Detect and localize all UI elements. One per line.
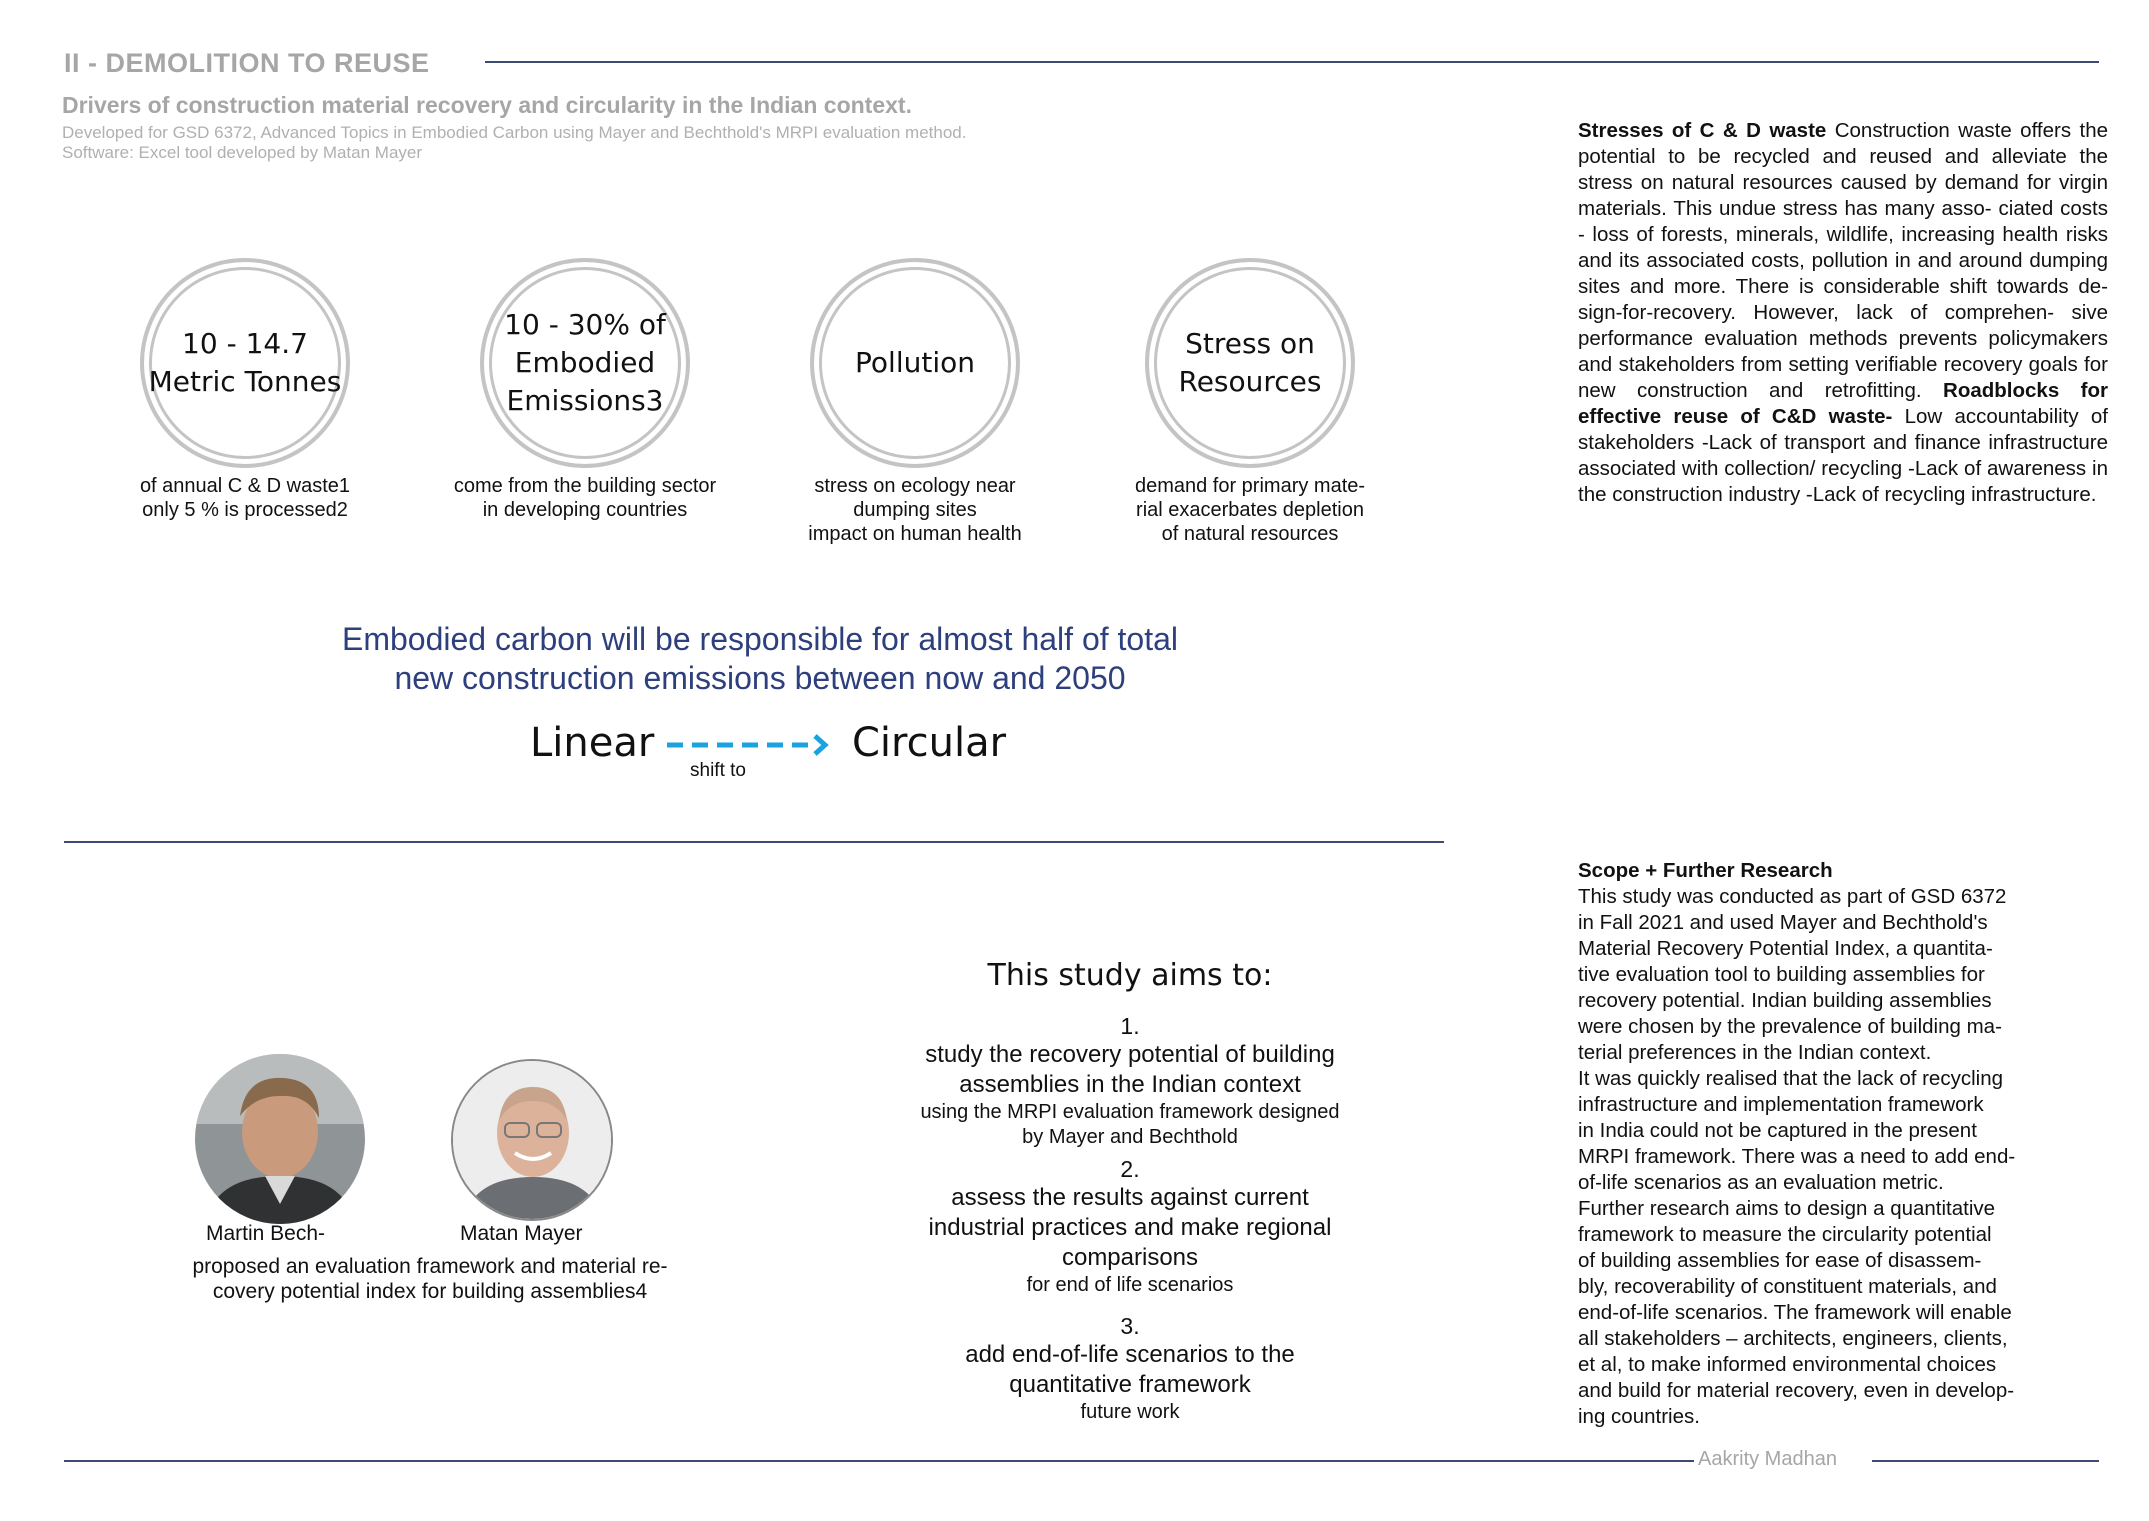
footer-divider <box>1872 1460 2099 1462</box>
stat-caption: demand for primary mate- rial exacerbates depletion of natural resources <box>1134 475 1366 545</box>
name-martin-bechthold: Martin Bech- <box>206 1222 326 1245</box>
avatar-martin-bechthold <box>195 1054 365 1224</box>
stat-ring <box>1145 258 1355 468</box>
stat-ring <box>140 258 350 468</box>
aim-sub-text: for end of life scenarios <box>1026 1274 1234 1296</box>
stat-ring <box>810 258 1020 468</box>
scope-text-block <box>1578 858 2108 1430</box>
aim-item <box>830 1312 1430 1425</box>
aim-main-text: study the recovery potential of building assemblies in the Indian context <box>925 1041 1335 1098</box>
shift-to-label: shift to <box>690 760 746 781</box>
stat-waste <box>75 258 415 522</box>
stat-ring-text: Pollution <box>855 346 975 379</box>
scope-body: This study was conducted as part of GSD 6372 in Fall 2021 and used Mayer and Bechthold's Material Recovery Potential Index, a quantita- tive evaluation tool to building assemblies for recovery potential. Indian building assemblies were chosen by the prevalence of building ma- terial preferences in the Indian context. It was quickly realised that the lack of recycling infrastructure and implementation framework in India could not be captured in the present MRPI framework. There was a need to add end- of-life scenarios as an evaluation metric. Further research aims to design a quantitative framework to measure the circularity potential of building assemblies for ease of disassem- bly, recoverability of constituent materials, and end-of-life scenarios. The framework will enable all stakeholders – architects, engineers, clients, et al, to make informed environmental choices and build for material recovery, even in develop- ing countries. <box>1578 885 2016 1428</box>
stresses-title: Stresses of C & D waste <box>1578 119 1827 142</box>
people-caption: proposed an evaluation framework and material re- covery potential index for building assemblies4 <box>192 1255 668 1303</box>
name-matan-mayer: Matan Mayer <box>460 1222 583 1245</box>
stat-pollution <box>745 258 1085 546</box>
page-subtitle: Drivers of construction material recovery and circularity in the Indian context. <box>62 92 912 118</box>
aims-heading: This study aims to: <box>987 958 1273 993</box>
stat-emissions <box>415 258 755 522</box>
stat-caption: of annual C & D waste1 only 5 % is processed2 <box>139 475 351 521</box>
stat-ring-text: Stress on Resources <box>1178 327 1322 398</box>
roadblocks-title: Roadblocks for effective reuse of C&D waste- <box>1578 379 2109 428</box>
scope-title: Scope + Further Research <box>1578 859 1833 882</box>
section-title: II - DEMOLITION TO REUSE <box>64 48 430 78</box>
aim-sub-text: using the MRPI evaluation framework designed by Mayer and Bechthold <box>920 1101 1340 1148</box>
linear-label: Linear <box>530 720 655 766</box>
stat-caption: stress on ecology near dumping sites impact on human health <box>808 475 1022 545</box>
aim-item <box>830 1155 1430 1298</box>
aim-sub-text: future work <box>1080 1401 1180 1423</box>
aim-main-text: assess the results against current industrial practices and make regional comparisons <box>928 1184 1332 1271</box>
aim-number: 3. <box>1120 1313 1140 1339</box>
footer-author: Aakrity Madhan <box>1698 1448 1837 1470</box>
circular-label: Circular <box>852 720 1007 766</box>
stat-ring <box>480 258 690 468</box>
footer-divider <box>64 1460 1694 1462</box>
stat-ring-text: 10 - 14.7 Metric Tonnes <box>148 327 342 398</box>
stresses-text-block <box>1578 118 2108 508</box>
dashed-arrow-icon <box>665 733 835 757</box>
aim-item <box>830 1012 1430 1150</box>
aim-main-text: add end-of-life scenarios to the quantitative framework <box>965 1341 1295 1398</box>
embodied-carbon-quote: Embodied carbon will be responsible for almost half of total new construction emissions between now and 2050 <box>342 621 1178 696</box>
section-divider <box>64 841 1444 843</box>
credit-line-software: Software: Excel tool developed by Matan Mayer <box>62 143 423 162</box>
stat-caption: come from the building sector in developing countries <box>453 475 717 521</box>
aim-number: 2. <box>1120 1156 1140 1182</box>
header-divider <box>485 61 2099 63</box>
avatar-matan-mayer <box>451 1059 613 1221</box>
aim-number: 1. <box>1120 1013 1140 1039</box>
roadblocks-body: Low accountability of stakeholders -Lack of transport and finance infrastructure associated with collection/ recycling -Lack of awareness in the construction industry -Lack of recycling infrastructure. <box>1578 405 2108 506</box>
credit-line-course: Developed for GSD 6372, Advanced Topics in Embodied Carbon using Mayer and Bechthold's MRPI evaluation method. <box>62 123 967 142</box>
stresses-body: Construction waste offers the potential to be recycled and reused and alleviate the stress on natural resources caused by demand for virgin materials. This undue stress has many asso- ciated costs - loss of forests, minerals, wildlife, increasing health risks and its associated costs, pollution in and around dumping sites and more. There is considerable shift towards de- sign-for-recovery. However, lack of comprehen- sive performance evaluation methods prevents policymakers and stakeholders from setting verifiable recovery goals for new construction and retrofitting. <box>1578 119 2108 402</box>
stat-resources <box>1080 258 1420 546</box>
stat-ring-text: 10 - 30% of Embodied Emissions3 <box>504 308 666 417</box>
